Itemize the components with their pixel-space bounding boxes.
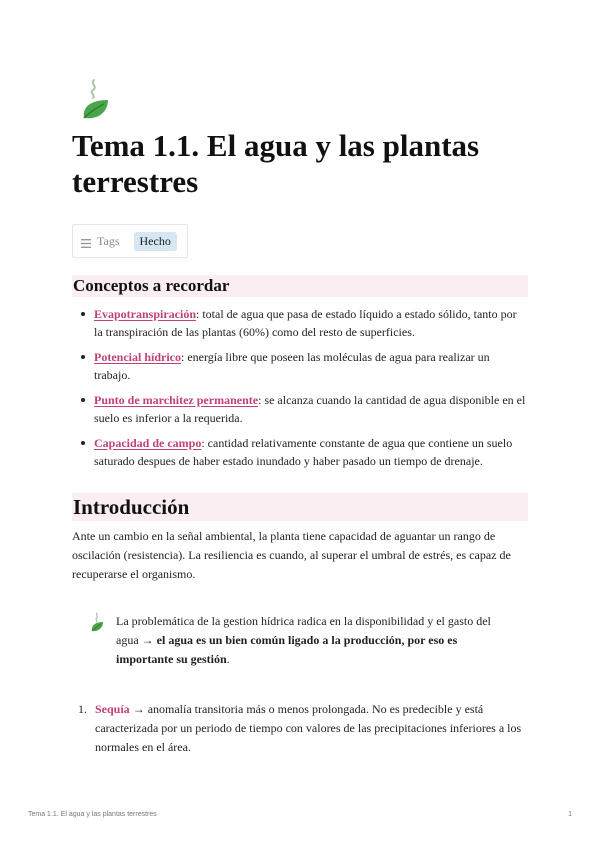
callout-text-bold: el agua es un bien común ligado a la producción, por eso es importante su gestión xyxy=(116,633,458,666)
footer-title: Tema 1.1. El agua y las plantas terrestres xyxy=(28,811,157,818)
bullet xyxy=(81,355,85,359)
intro-paragraph: Ante un cambio en la señal ambiental, la planta tiene capacidad de aguantar un rango de oscilación (resistencia). La resiliencia es cuando, al superar el umbral de estrés, es capaz de recuperarse el organismo. xyxy=(72,529,511,581)
list-number: 1. xyxy=(78,702,87,716)
bullet xyxy=(81,441,85,445)
callout-text xyxy=(116,612,508,669)
seedling-leaf-icon xyxy=(80,78,112,120)
callout-text-end: . xyxy=(226,652,230,666)
callout-text-normal: La problemática de la gestion hídrica radica en la disponibilidad y el gasto del agua → xyxy=(116,614,491,647)
term-link[interactable]: Evapotranspiración xyxy=(94,307,197,321)
term-sequia: Sequía xyxy=(95,702,130,716)
bullet xyxy=(81,312,85,316)
term-definition: : total de agua que pasa de estado líquido a estado sólido, tanto por la transpiración de las plantas (60%) como del resto de superficies. xyxy=(94,307,517,339)
section-heading-conceptos: Conceptos a recordar xyxy=(72,275,528,297)
term-definition: : energía libre que poseen las moléculas de agua para realizar un trabajo. xyxy=(94,350,490,382)
tags-property[interactable] xyxy=(72,224,188,258)
term-definition: : se alcanza cuando la cantidad de agua disponible en el suelo es inferior a la requerida. xyxy=(94,393,526,425)
bullet xyxy=(81,398,85,402)
term-link[interactable]: Punto de marchitez permanente xyxy=(94,393,259,407)
term-description: → anomalía transitoria más o menos prolongada. No es predecible y está caracterizada por un periodo de tiempo con valores de las precipitaciones inferiores a los normales en el área. xyxy=(95,702,522,754)
concept-list xyxy=(78,305,528,477)
tag-chip[interactable]: Hecho xyxy=(134,232,177,251)
numbered-list xyxy=(78,700,528,757)
term-link[interactable]: Capacidad de campo xyxy=(94,436,202,450)
term-link[interactable]: Potencial hídrico xyxy=(94,350,181,364)
list-item xyxy=(78,348,528,384)
seedling-leaf-icon xyxy=(90,612,104,632)
page-number: 1 xyxy=(568,811,572,818)
tags-label: Tags xyxy=(97,233,120,248)
term-definition: : cantidad relativamente constante de agua que contiene un suelo saturado despues de haber estado inundado y haber pasado un tiempo de drenaje. xyxy=(94,436,513,468)
section-heading-introduccion: Introducción xyxy=(72,493,528,521)
list-item xyxy=(78,700,528,757)
page-title: Tema 1.1. El agua y las plantas terrestres xyxy=(72,128,480,199)
list-item xyxy=(78,305,528,341)
list-item xyxy=(78,391,528,427)
list-icon xyxy=(81,237,91,246)
list-item xyxy=(78,434,528,470)
